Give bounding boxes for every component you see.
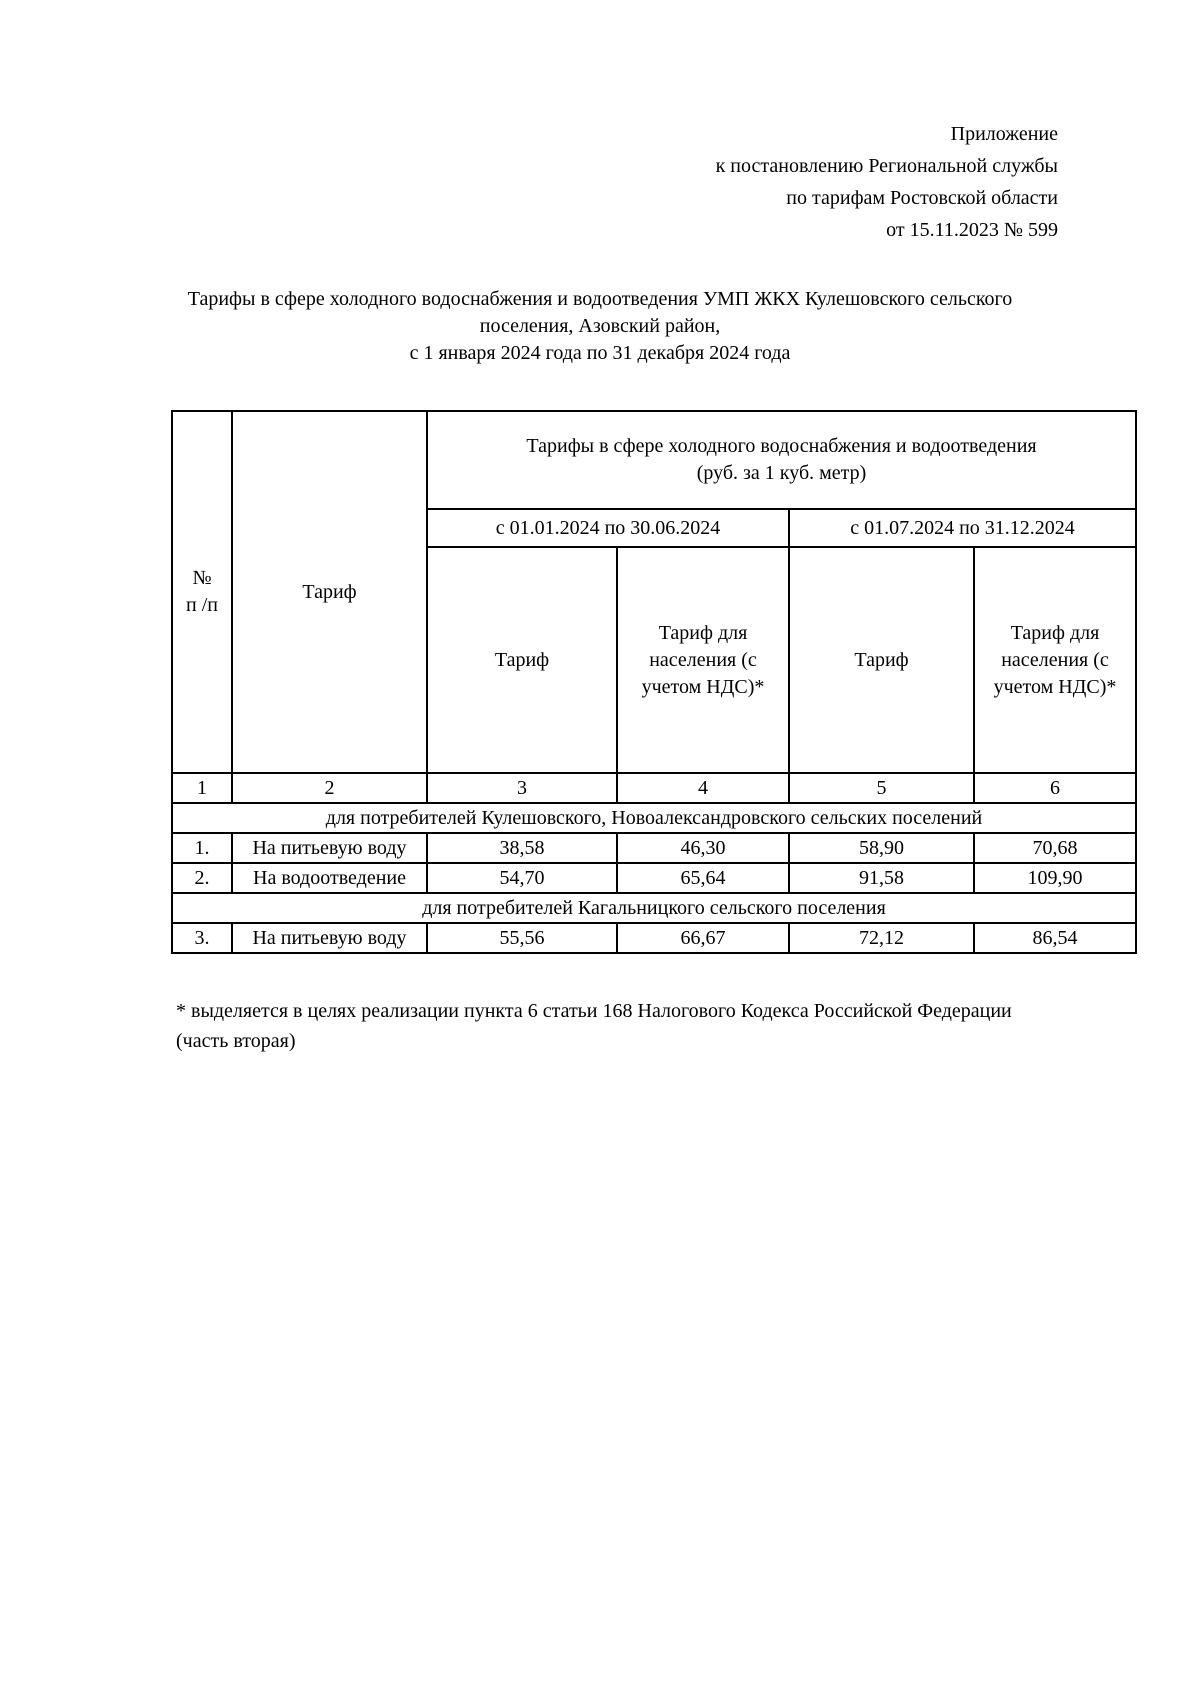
column-number: 5 [789, 773, 974, 803]
row-value: 55,56 [427, 923, 617, 953]
row-name: На водоотведение [232, 863, 427, 893]
footnote [176, 996, 1116, 1056]
header-num-line-2: п /п [186, 594, 218, 616]
header-group-line-2: (руб. за 1 куб. метр) [696, 462, 867, 484]
table-row [172, 923, 1136, 953]
header-row-main [172, 411, 1136, 509]
row-value: 66,67 [617, 923, 789, 953]
column-number: 6 [974, 773, 1136, 803]
row-value: 72,12 [789, 923, 974, 953]
header-sub-pop-2-line-3: учетом НДС)* [993, 675, 1117, 698]
header-period-2: с 01.07.2024 по 31.12.2024 [789, 509, 1136, 547]
document-title [0, 286, 1200, 367]
column-number-row [172, 773, 1136, 803]
group-row-2 [172, 893, 1136, 923]
annex-line-2: к постановлению Региональной службы [715, 155, 1058, 177]
row-value: 38,58 [427, 833, 617, 863]
title-line-1: Тарифы в сфере холодного водоснабжения и водоотведения УМП ЖКХ Кулешовского сельского [187, 288, 1013, 310]
group-row-1 [172, 803, 1136, 833]
header-sub-pop-1-line-2: населения (с [649, 648, 757, 671]
annex-line-3: по тарифам Ростовской области [786, 187, 1058, 209]
header-sub-pop-1 [617, 547, 789, 773]
row-value: 58,90 [789, 833, 974, 863]
column-number: 4 [617, 773, 789, 803]
row-number: 3. [172, 923, 232, 953]
row-value: 91,58 [789, 863, 974, 893]
group-label-1: для потребителей Кулешовского, Новоалександровского сельских поселений [172, 803, 1136, 833]
column-number: 3 [427, 773, 617, 803]
header-sub-pop-2 [974, 547, 1136, 773]
row-value: 46,30 [617, 833, 789, 863]
title-line-3: с 1 января 2024 года по 31 декабря 2024 года [409, 342, 791, 364]
header-sub-pop-1-line-3: учетом НДС)* [641, 675, 765, 698]
row-name: На питьевую воду [232, 923, 427, 953]
row-value: 65,64 [617, 863, 789, 893]
row-value: 70,68 [974, 833, 1136, 863]
header-group-line-1: Тарифы в сфере холодного водоснабжения и водоотведения [526, 435, 1037, 457]
table-row [172, 833, 1136, 863]
annex-line-1: Приложение [950, 123, 1058, 145]
row-value: 54,70 [427, 863, 617, 893]
annex-line-4: от 15.11.2023 № 599 [886, 219, 1058, 241]
header-tariff-label: Тариф [302, 580, 357, 603]
header-sub-pop-2-line-1: Тариф для [1010, 621, 1100, 644]
tariff-table [171, 410, 1137, 954]
header-sub-tariff-1-label: Тариф [494, 648, 550, 671]
annex-block [716, 118, 1058, 246]
header-period-1: с 01.01.2024 по 30.06.2024 [427, 509, 789, 547]
row-value: 86,54 [974, 923, 1136, 953]
row-name: На питьевую воду [232, 833, 427, 863]
header-group-cell [427, 411, 1136, 509]
header-num-cell [172, 411, 232, 773]
row-number: 2. [172, 863, 232, 893]
column-number: 2 [232, 773, 427, 803]
header-sub-pop-2-line-2: населения (с [1001, 648, 1109, 671]
header-sub-tariff-2 [789, 547, 974, 773]
header-sub-tariff-1 [427, 547, 617, 773]
footnote-line-2: (часть вторая) [176, 1030, 296, 1052]
column-number: 1 [172, 773, 232, 803]
header-num-line-1: № [192, 567, 212, 589]
header-sub-tariff-2-label: Тариф [854, 648, 909, 671]
title-line-2: поселения, Азовский район, [479, 315, 721, 337]
row-number: 1. [172, 833, 232, 863]
header-sub-pop-1-line-1: Тариф для [658, 621, 748, 644]
row-value: 109,90 [974, 863, 1136, 893]
header-tariff-cell [232, 411, 427, 773]
group-label-2: для потребителей Кагальницкого сельского поселения [172, 893, 1136, 923]
table-row [172, 863, 1136, 893]
footnote-line-1: * выделяется в целях реализации пункта 6 статьи 168 Налогового Кодекса Российской Федерации [176, 1000, 1012, 1022]
